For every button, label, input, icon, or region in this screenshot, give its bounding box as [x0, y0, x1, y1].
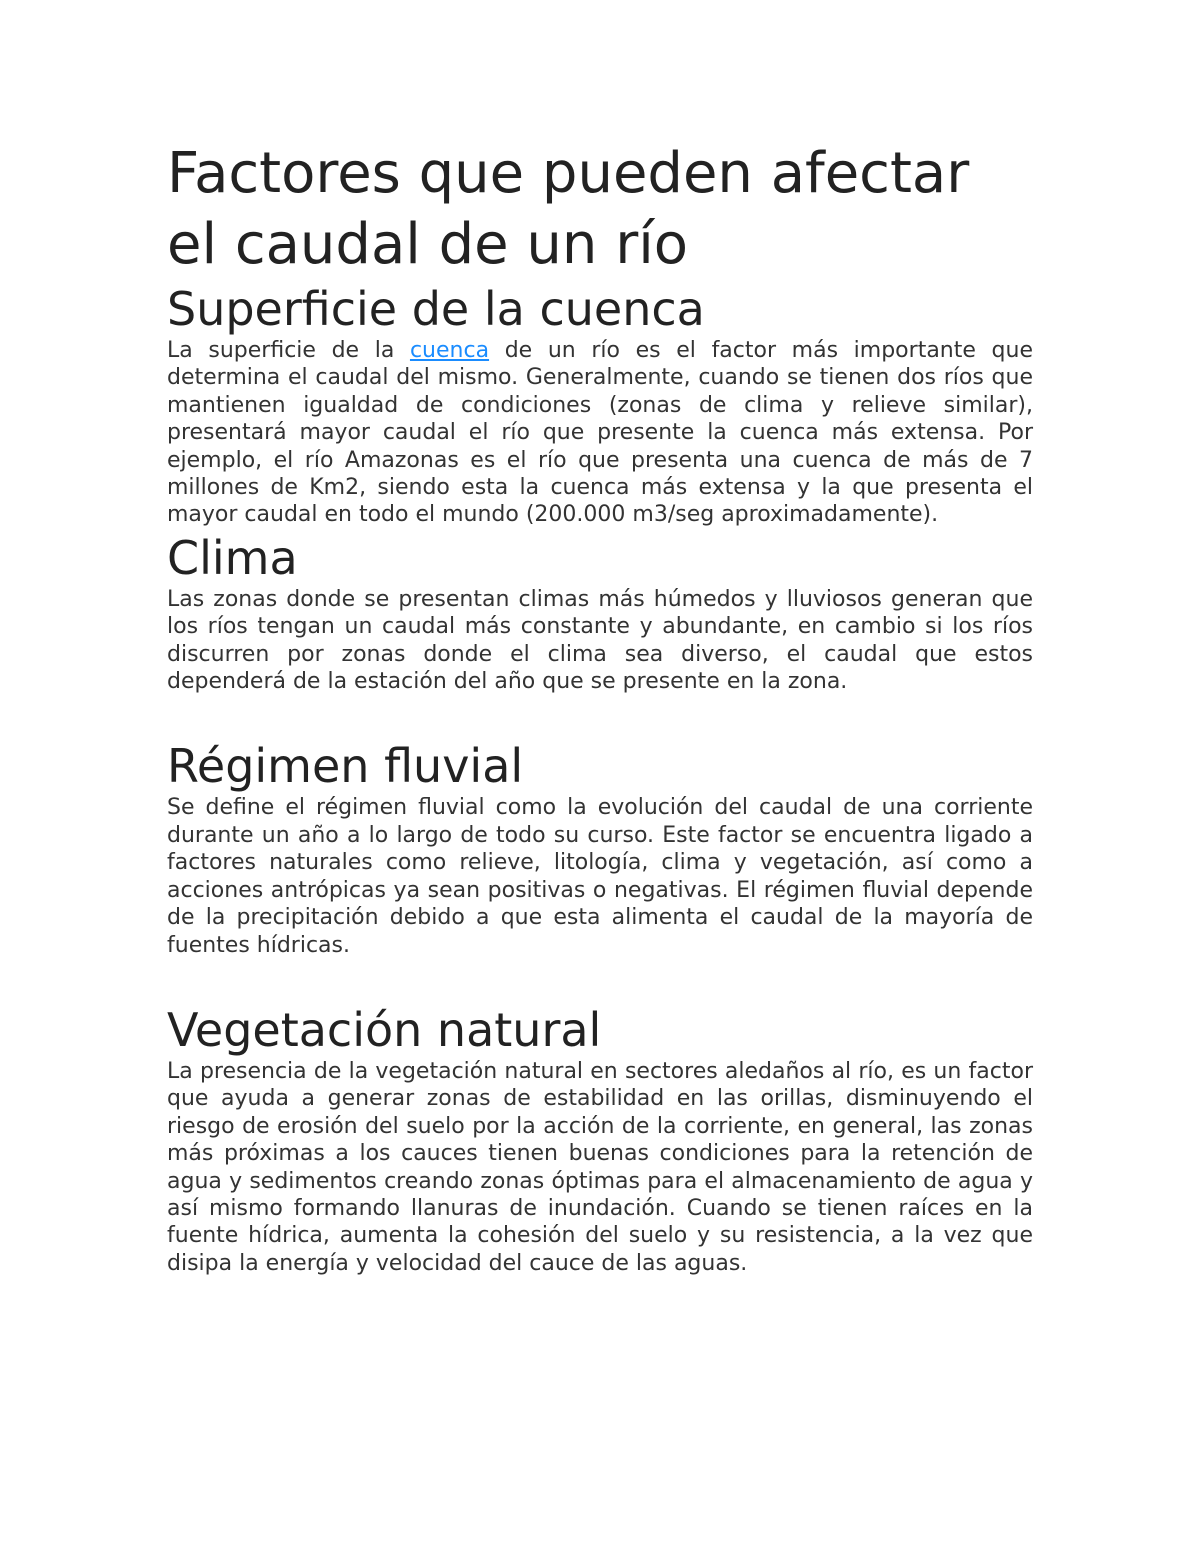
paragraph-superficie-cuenca — [167, 337, 1033, 529]
paragraph-text: La superficie de la — [167, 338, 410, 363]
paragraph-vegetacion-natural: La presencia de la vegetación natural en sectores aledaños al río, es un factor que ayuda a generar zonas de estabilidad en las orillas, disminuyendo el riesgo de erosión del suelo por la acción de la corriente, en general, las zonas más próximas a los cauces tienen buenas condiciones para la retención de agua y sedimentos creando zonas óptimas para el almacenamiento de agua y así mismo formando llanuras de inundación. Cuando se tienen raíces en la fuente hídrica, aumenta la cohesión del suelo y su resistencia, a la vez que disipa la energía y velocidad del cauce de las aguas. — [167, 1058, 1033, 1276]
paragraph-text: de un río es el factor más importante que determina el caudal del mismo. Generalmente, cuando se tienen dos ríos que mantienen igualdad de condiciones (zonas de clima y relieve similar), presentará mayor caudal el río que presente la cuenca más extensa. Por ejemplo, el río Amazonas es el río que presenta una cuenca de más de 7 millones de Km2, siendo esta la cuenca más extensa y la que presenta el mayor caudal en todo el mundo (200.000 m3/seg aproximadamente). — [167, 338, 1033, 528]
paragraph-clima: Las zonas donde se presentan climas más húmedos y lluviosos generan que los ríos tengan un caudal más constante y abundante, en cambio si los ríos discurren por zonas donde el clima sea diverso, el caudal que estos dependerá de la estación del año que se presente en la zona. — [167, 586, 1033, 695]
document-title: Factores que pueden afectar el caudal de un río — [167, 141, 970, 277]
cuenca-link[interactable]: cuenca — [409, 338, 490, 363]
paragraph-regimen-fluvial: Se define el régimen fluvial como la evolución del caudal de una corriente durante un año a lo largo de todo su curso. Este factor se encuentra ligado a factores naturales como relieve, litología, clima y vegetación, así como a acciones antrópicas ya sean positivas o negativas. El régimen fluvial depende de la precipitación debido a que esta alimenta el caudal de la mayoría de fuentes hídricas. — [167, 795, 1033, 958]
heading-superficie-cuenca: Superficie de la cuenca — [167, 282, 705, 336]
document-page — [167, 138, 1033, 1277]
heading-clima: Clima — [167, 530, 298, 585]
heading-regimen-fluvial: Régimen fluvial — [167, 739, 524, 794]
heading-vegetacion-natural: Vegetación natural — [167, 1002, 602, 1057]
